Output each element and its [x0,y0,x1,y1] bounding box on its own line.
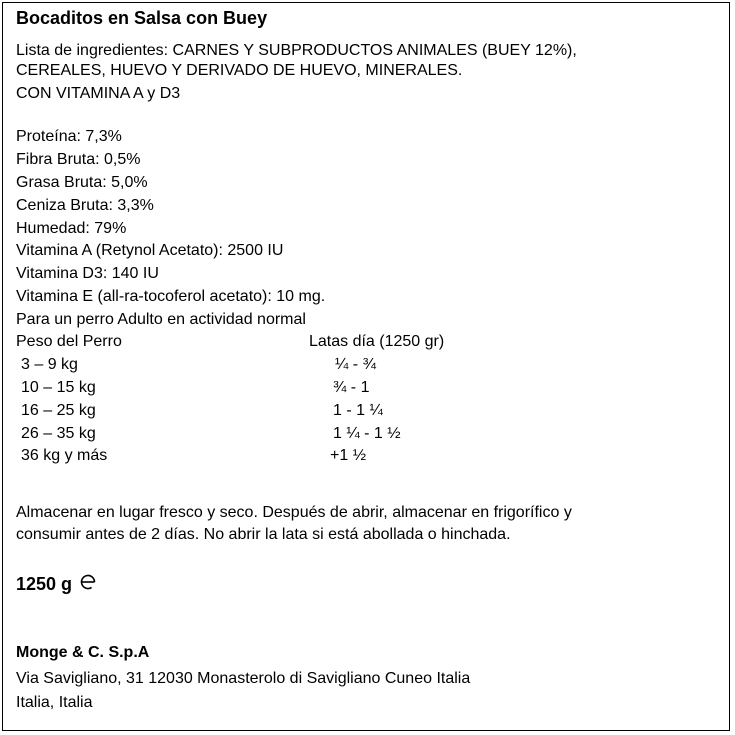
feeding-row-cans: 1 - 1 ¼ [333,402,383,419]
manufacturer-address: Via Savigliano, 31 12030 Monasterolo di Savigliano Cuneo Italia [16,670,471,687]
analysis-fiber: Fibra Bruta: 0,5% [16,151,141,168]
manufacturer-country: Italia, Italia [16,694,93,711]
analysis-fat: Grasa Bruta: 5,0% [16,174,148,191]
storage-line-1: Almacenar en lugar fresco y seco. Después de abrir, almacenar en frigorífico y [16,504,572,521]
product-title: Bocaditos en Salsa con Buey [16,8,268,28]
analysis-vitamin-e: Vitamina E (all-ra-tocoferol acetato): 10 mg. [16,288,326,305]
feeding-row-cans: 1 ¼ - 1 ½ [333,425,401,442]
estimated-sign-icon [79,573,97,597]
feeding-row-cans: ¾ - 1 [333,379,370,396]
feeding-row-weight: 10 – 15 kg [21,379,96,396]
feeding-header-weight: Peso del Perro [16,333,122,350]
net-weight [16,572,97,597]
feeding-row-weight: 3 – 9 kg [21,356,78,373]
storage-line-2: consumir antes de 2 días. No abrir la lata si está abollada o hinchada. [16,526,511,543]
feeding-row-weight: 36 kg y más [21,447,108,464]
feeding-intro: Para un perro Adulto en actividad normal [16,311,306,328]
analysis-vitamin-a: Vitamina A (Retynol Acetato): 2500 IU [16,242,284,259]
ingredients-line-2: CEREALES, HUEVO Y DERIVADO DE HUEVO, MINERALES. [16,62,463,79]
feeding-row-cans: ¼ - ¾ [335,356,376,373]
feeding-row-weight: 16 – 25 kg [21,402,96,419]
analysis-vitamin-d3: Vitamina D3: 140 IU [16,265,159,282]
analysis-moisture: Humedad: 79% [16,220,127,237]
ingredients-line-1: Lista de ingredientes: CARNES Y SUBPRODUCTOS ANIMALES (BUEY 12%), [16,42,577,59]
feeding-header-cans: Latas día (1250 gr) [309,333,445,350]
feeding-row-weight: 26 – 35 kg [21,425,96,442]
ingredients-line-3: CON VITAMINA A y D3 [16,85,181,102]
manufacturer-name: Monge & C. S.p.A [16,644,150,661]
net-weight-value: 1250 g [16,574,73,594]
analysis-ash: Ceniza Bruta: 3,3% [16,197,154,214]
feeding-row-cans: +1 ½ [330,447,367,464]
analysis-protein: Proteína: 7,3% [16,128,122,145]
